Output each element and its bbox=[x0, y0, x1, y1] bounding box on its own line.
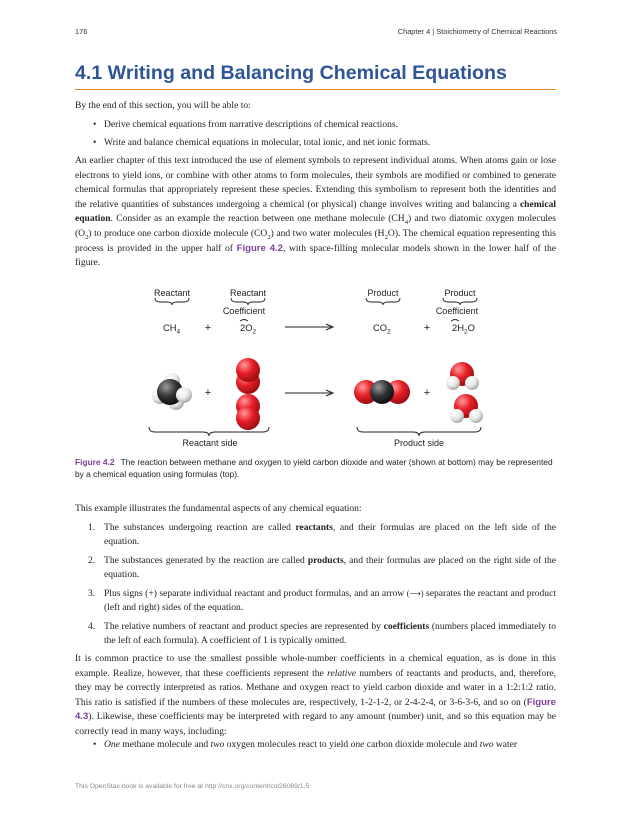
water-molecule bbox=[450, 394, 483, 423]
plus-sign: + bbox=[204, 387, 212, 399]
label-coefficient: Coefficient bbox=[222, 306, 266, 316]
figure-link[interactable]: Figure 4.3 bbox=[75, 696, 556, 723]
objectives-intro: By the end of this section, you will be able to: bbox=[75, 100, 251, 111]
bullet: • bbox=[93, 119, 97, 130]
caption-label: Figure 4.2 bbox=[75, 457, 115, 467]
carbon-dioxide-molecule bbox=[354, 380, 410, 404]
bullet: • bbox=[93, 739, 97, 750]
plus-sign: + bbox=[423, 387, 431, 399]
label-coefficient: Coefficient bbox=[435, 306, 479, 316]
label-product: Product bbox=[444, 288, 476, 298]
oxygen-molecule bbox=[236, 394, 260, 430]
plus-sign: + bbox=[204, 322, 212, 334]
reaction-arrow bbox=[285, 324, 333, 330]
list-number: 3. bbox=[88, 588, 96, 599]
brace-reactant1 bbox=[155, 298, 189, 305]
water-molecule bbox=[446, 362, 479, 390]
label-product: Product bbox=[367, 288, 399, 298]
brace-product-side bbox=[357, 427, 481, 436]
fundamental-item: The substances undergoing reaction are called reactants, and their formulas are placed on the left side of the equation. bbox=[104, 522, 556, 548]
list-number: 4. bbox=[88, 621, 96, 632]
fundamental-item: The relative numbers of reactant and product species are represented by coefficients (numbers placed immediately to the left of each formula). A coefficient of 1 is typically omitted. bbox=[104, 621, 557, 647]
section-title: 4.1 Writing and Balancing Chemical Equations bbox=[75, 62, 507, 84]
fundamental-item: The substances generated by the reaction are called products, and their formulas are placed on the right side of the equation. bbox=[104, 555, 556, 581]
oxygen-molecule bbox=[236, 358, 260, 394]
page-number: 176 bbox=[75, 27, 88, 36]
formula-2h2o: $2H_2O$ bbox=[452, 322, 475, 336]
chapter-header: Chapter 4 | Stoichiometry of Chemical Reactions bbox=[397, 27, 557, 36]
fundamentals-intro: This example illustrates the fundamental aspects of any chemical equation: bbox=[75, 503, 362, 514]
figure-link[interactable]: Figure 4.2 bbox=[236, 242, 283, 254]
formula-2o2: $2O_2$ bbox=[240, 322, 257, 336]
intro-paragraph: An earlier chapter of this text introduced the use of element symbols to represent individual atoms. When atoms gain or lose electrons to yield ions, or combine with other atoms to form molecules, their symbols are modified or combined to generate chemical formulas that appropriately represent these species. Extending this symbolism to represent both the identities and the relative quantities of substances undergoing a chemical (or physical) change involves writing and balancing a chemical equation. Consider as an example the reaction between one methane molecule $(CH_4)$ and two diatomic oxygen molecules $(O_2)$ to produce one carbon dioxide molecule $(CO_2)$ and two water molecules $(H_2O)$. The chemical equation representing this process is provided in the upper half of Figure 4.2, with space-filling molecular models shown in the lower half of the figure. bbox=[75, 155, 557, 269]
footer-note: This OpenStax book is available for free at http://cnx.org/content/col26069/1.5 bbox=[75, 783, 310, 790]
coef-tick bbox=[240, 320, 248, 322]
list-number: 1. bbox=[88, 522, 96, 533]
formula-ch4: $CH_4$ bbox=[163, 322, 181, 336]
label-product-side: Product side bbox=[393, 438, 445, 448]
brace-product1 bbox=[366, 298, 400, 305]
list-number: 2. bbox=[88, 555, 96, 566]
brace-reactant2 bbox=[231, 298, 265, 305]
bullet: • bbox=[93, 137, 97, 148]
label-reactant: Reactant bbox=[229, 288, 267, 298]
figure-caption: Figure 4.2 The reaction between methane and oxygen to yield carbon dioxide and water (shown at bottom) may be represented by a chemical equation using formulas (top). bbox=[75, 457, 553, 479]
methane-molecule bbox=[152, 373, 192, 410]
formula-co2: $CO_2$ bbox=[373, 322, 391, 336]
fundamental-item: Plus signs (+) separate individual reactant and product formulas, and an arrow (⟶) separates the reactant and product (left and right) sides of the equation. bbox=[104, 588, 556, 614]
coef-tick bbox=[451, 320, 459, 322]
term-chemical-equation: chemical equation bbox=[75, 198, 556, 225]
reading-item: One methane molecule and two oxygen molecules react to yield one carbon dioxide molecule and two water bbox=[104, 739, 518, 750]
coefficient-paragraph: It is common practice to use the smallest possible whole-number coefficients in a chemical equation, as is done in this example. Realize, however, that these coefficients represent the relative numbers of reactants and products, and, therefore, they may be correctly interpreted as ratios. Methane and oxygen react to yield carbon dioxide and water in a 1:2:1:2 ratio. This ratio is satisfied if the numbers of these molecules are, respectively, 1-2-1-2, or 2-4-2-4, or 3-6-3-6, and so on (Figure 4.3). Likewise, these coefficients may be interpreted with regard to any amount (number) unit, and so this equation may be correctly read in many ways, including: bbox=[75, 653, 557, 737]
brace-product2 bbox=[443, 298, 477, 305]
label-reactant-side: Reactant side bbox=[182, 438, 238, 448]
reaction-arrow bbox=[285, 390, 333, 396]
objective-item: Derive chemical equations from narrative descriptions of chemical reactions. bbox=[104, 119, 398, 130]
label-reactant: Reactant bbox=[153, 288, 191, 298]
plus-sign: + bbox=[423, 322, 431, 334]
objective-item: Write and balance chemical equations in molecular, total ionic, and net ionic formats. bbox=[104, 137, 431, 148]
